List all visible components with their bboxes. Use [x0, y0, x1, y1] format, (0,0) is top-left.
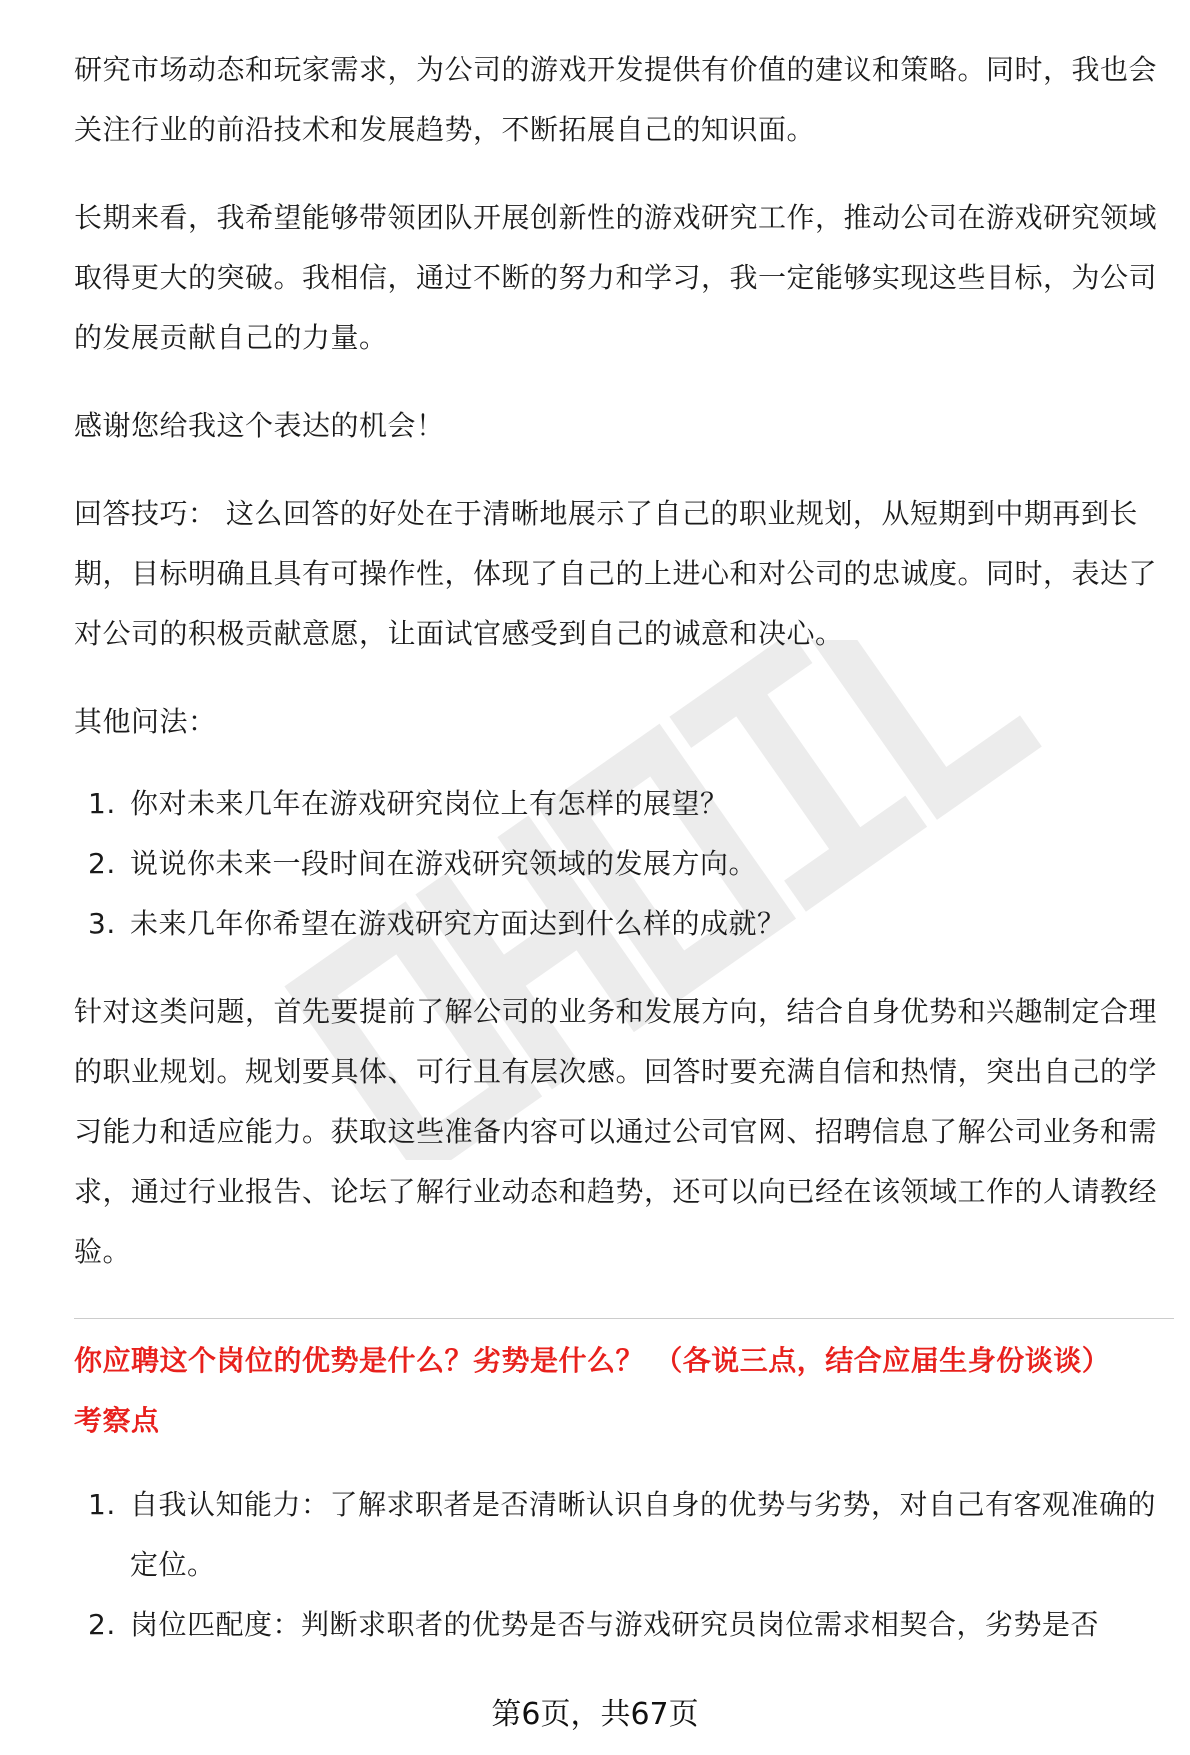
list-item [74, 774, 1160, 834]
assessment-points-heading: 考察点 [74, 1404, 160, 1437]
assessment-points-list [74, 1475, 1160, 1655]
paragraph-other-questions-label: 其他问法： [74, 705, 217, 738]
list-item-text: 说说你未来一段时间在游戏研究领域的发展方向。 [130, 847, 758, 880]
question-heading: 你应聘这个岗位的优势是什么？劣势是什么？ （各说三点，结合应届生身份谈谈） [74, 1344, 1111, 1377]
list-item-text: 自我认知能力：了解求职者是否清晰认识自身的优势与劣势，对自己有客观准确的定位。 [130, 1488, 1157, 1581]
list-item-number: 3. [88, 907, 116, 940]
section-divider [74, 1318, 1174, 1319]
paragraph-preparation-advice: 针对这类问题，首先要提前了解公司的业务和发展方向，结合自身优势和兴趣制定合理的职业规划。规划要具体、可行且有层次感。回答时要充满自信和热情，突出自己的学习能力和适应能力。获取这些准备内容可以通过公司官网、招聘信息了解公司业务和需求，通过行业报告、论坛了解行业动态和趋势，还可以向已经在该领域工作的人请教经验。 [74, 995, 1158, 1268]
list-item-text: 未来几年你希望在游戏研究方面达到什么样的成就？ [130, 907, 786, 940]
list-item-text: 你对未来几年在游戏研究岗位上有怎样的展望？ [130, 787, 729, 820]
list-item-number: 2. [88, 847, 116, 880]
list-item [74, 834, 1160, 894]
list-item [74, 1475, 1160, 1595]
page-footer: 第6页，共67页 [491, 1697, 699, 1732]
list-item-number: 1. [88, 1488, 116, 1521]
list-item-number: 1. [88, 787, 116, 820]
other-questions-list [74, 774, 1160, 954]
list-item-text: 岗位匹配度：判断求职者的优势是否与游戏研究员岗位需求相契合，劣势是否 [130, 1608, 1100, 1641]
paragraph-thanks: 感谢您给我这个表达的机会！ [74, 409, 445, 442]
paragraph-mid-term-plan: 研究市场动态和玩家需求，为公司的游戏开发提供有价值的建议和策略。同时，我也会关注行业的前沿技术和发展趋势，不断拓展自己的知识面。 [74, 53, 1158, 146]
paragraph-answer-tips: 回答技巧： 这么回答的好处在于清晰地展示了自己的职业规划，从短期到中期再到长期，目标明确且具有可操作性，体现了自己的上进心和对公司的忠诚度。同时，表达了对公司的积极贡献意愿，让面试官感受到自己的诚意和决心。 [74, 497, 1158, 650]
paragraph-long-term-plan: 长期来看，我希望能够带领团队开展创新性的游戏研究工作，推动公司在游戏研究领域取得更大的突破。我相信，通过不断的努力和学习，我一定能够实现这些目标，为公司的发展贡献自己的力量。 [74, 201, 1158, 354]
list-item [74, 894, 1160, 954]
list-item-number: 2. [88, 1608, 116, 1641]
document-page [74, 40, 1160, 1683]
list-item [74, 1595, 1160, 1655]
